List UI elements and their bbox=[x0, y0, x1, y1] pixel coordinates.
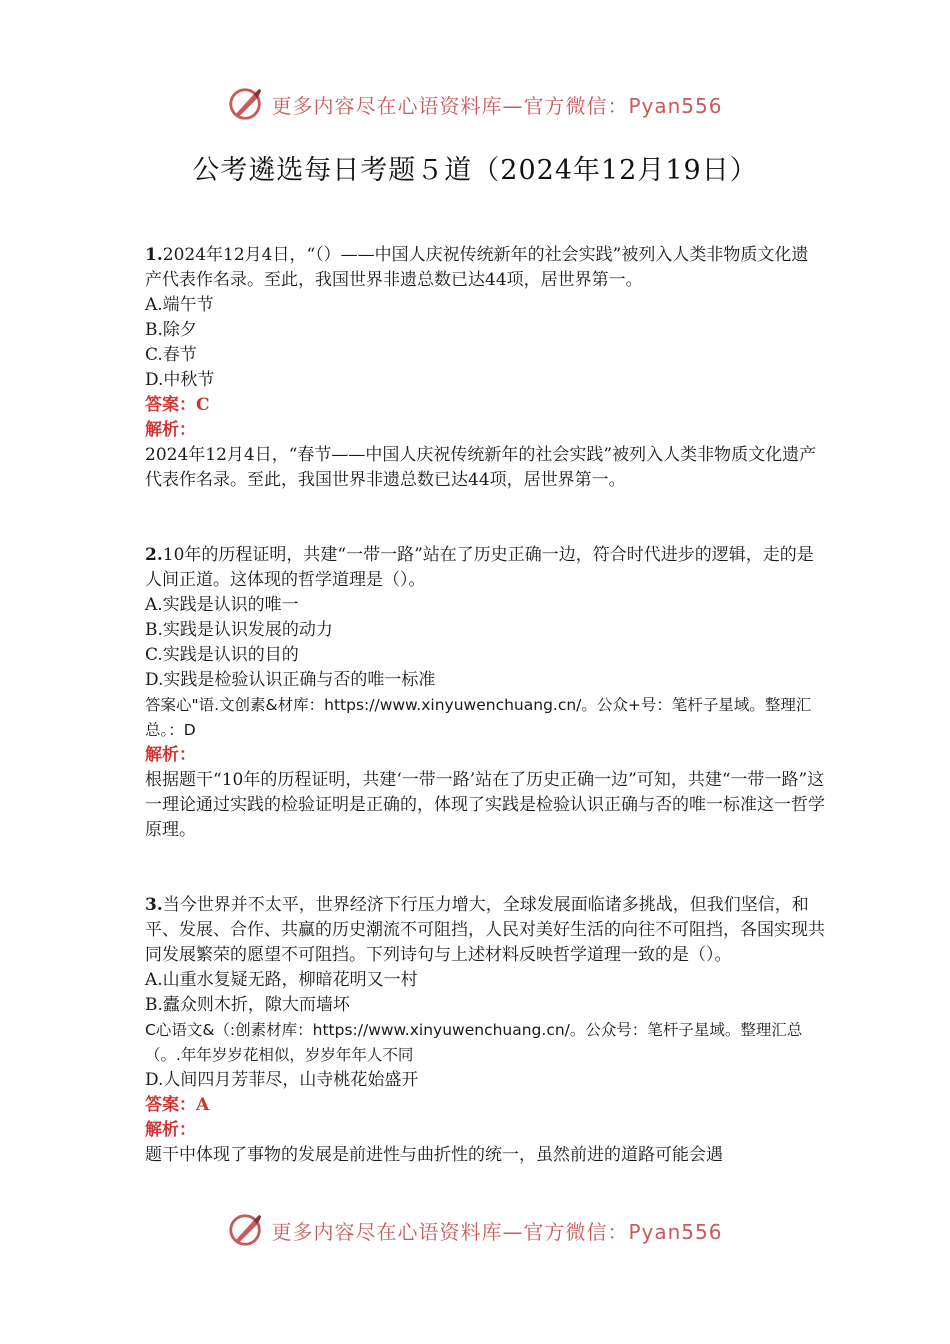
question-stem bbox=[145, 893, 825, 968]
analysis-text: 根据题干“10年的历程证明，共建‘一带一路’站在了历史正确一边”可知，共建“一带一路”这一理论通过实践的检验证明是正确的，体现了实践是检验认识正确与否的唯一标准这一哲学原理。 bbox=[145, 770, 825, 840]
banner-text: 更多内容尽在心语资料库—官方微信：Pyan556 bbox=[271, 93, 723, 118]
pen-ink-logo-icon bbox=[227, 1211, 265, 1249]
question-text: 2024年12月4日，“（）——中国人庆祝传统新年的社会实践”被列入人类非物质文化遗产代表作名录。至此，我国世界非遗总数已达44项，居世界第一。 bbox=[145, 245, 809, 290]
option-c: C.春节 bbox=[145, 345, 197, 365]
option-a: A.山重水复疑无路，柳暗花明又一村 bbox=[145, 970, 418, 990]
option-c-watermark-text: C心语文&（:创素材库：https://www.xinyuwenchuang.cn/。公众号：笔杆子星域。整理汇总（。.年年岁岁花相似，岁岁年年人不同 bbox=[145, 1021, 803, 1064]
analysis-label: 解析： bbox=[145, 420, 196, 440]
question-2 bbox=[145, 543, 825, 843]
header-banner bbox=[0, 82, 950, 126]
question-text: 10年的历程证明，共建“一带一路”站在了历史正确一边，符合时代进步的逻辑，走的是人间正道。这体现的哲学道理是（）。 bbox=[145, 545, 814, 590]
analysis-text: 题干中体现了事物的发展是前进性与曲折性的统一，虽然前进的道路可能会遇 bbox=[145, 1145, 723, 1165]
analysis-label: 解析： bbox=[145, 745, 196, 765]
question-text: 当今世界并不太平，世界经济下行压力增大，全球发展面临诸多挑战，但我们坚信，和平、发展、合作、共赢的历史潮流不可阻挡，人民对美好生活的向往不可阻挡，各国实现共同发展繁荣的愿望不可阻挡。下列诗句与上述材料反映哲学道理一致的是（）。 bbox=[145, 895, 825, 965]
answer-label: 答案：A bbox=[145, 1095, 210, 1115]
option-d: D.中秋节 bbox=[145, 370, 215, 390]
question-3 bbox=[145, 893, 825, 1168]
footer-banner bbox=[0, 1208, 950, 1252]
question-list bbox=[145, 243, 825, 1168]
option-a: A.实践是认识的唯一 bbox=[145, 595, 299, 615]
option-c: C.实践是认识的目的 bbox=[145, 645, 299, 665]
question-number: 1. bbox=[145, 245, 163, 265]
option-b: B.除夕 bbox=[145, 320, 197, 340]
answer-label: 答案：C bbox=[145, 395, 210, 415]
option-d: D.人间四月芳菲尽，山寺桃花始盛开 bbox=[145, 1070, 419, 1090]
analysis-label: 解析： bbox=[145, 1120, 196, 1140]
pen-ink-logo-icon bbox=[227, 85, 265, 123]
option-d: D.实践是检验认识正确与否的唯一标准 bbox=[145, 670, 436, 690]
question-1 bbox=[145, 243, 825, 493]
answer-watermark-text: 答案心"语.文创素&材库：https://www.xinyuwenchuang.cn/。公众+号：笔杆子星域。整理汇总。：D bbox=[145, 696, 812, 739]
option-b: B.蠹众则木折，隙大而墙坏 bbox=[145, 995, 350, 1015]
option-a: A.端午节 bbox=[145, 295, 214, 315]
page-title: 公考遴选每日考题５道（2024年12月19日） bbox=[192, 155, 758, 186]
analysis-text: 2024年12月4日，“春节——中国人庆祝传统新年的社会实践”被列入人类非物质文化遗产代表作名录。至此，我国世界非遗总数已达44项，居世界第一。 bbox=[145, 445, 817, 490]
banner-text: 更多内容尽在心语资料库—官方微信：Pyan556 bbox=[271, 1219, 723, 1244]
option-b: B.实践是认识发展的动力 bbox=[145, 620, 333, 640]
question-stem bbox=[145, 543, 825, 593]
question-number: 3. bbox=[145, 895, 163, 915]
question-stem bbox=[145, 243, 825, 293]
question-number: 2. bbox=[145, 545, 163, 565]
